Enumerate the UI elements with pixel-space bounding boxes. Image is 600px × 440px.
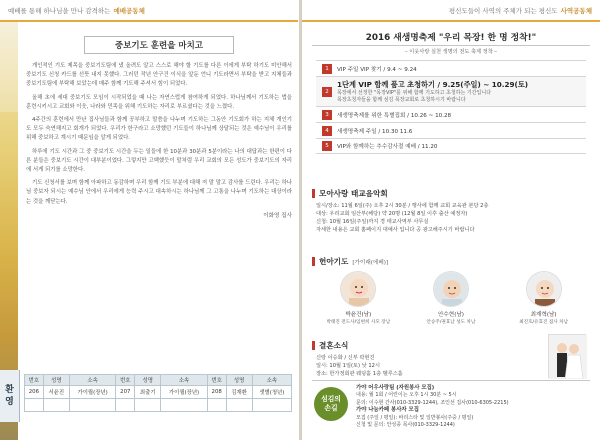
table-header: 성명: [43, 375, 69, 386]
table-header: 번호: [116, 375, 135, 386]
article-title: 중보기도 훈련을 마치고: [84, 36, 234, 54]
table-cell: [161, 399, 208, 412]
article-paragraph: 하루에 기도 시간과 그 중 중보기도 시간을 두는 일들에 한 10분과 30분과 5분이라는 나의 대답과는 한편이 다른 분들은 중보기도 시간이 대부분이었다. 그렇지만 고백했듯이 말처럼 우리 교회의 모든 성도가 중보기도의 자리에 서게 되기를 소망한다.: [26, 148, 292, 174]
baby-subtitle: [가이래(에베)]: [352, 259, 389, 266]
service-text: [356, 385, 588, 429]
baby-photo: [433, 271, 469, 307]
event-step: [316, 106, 586, 122]
header-right-sub: 평신도들이 사역의 주체가 되는 평신도: [448, 6, 558, 15]
baby-photo: [340, 271, 376, 307]
event-title: 2016 새생명축제 "우리 목장! 한 명 정착!": [312, 30, 590, 46]
service-heading: 가야 나눔카페 봉사자 모집: [356, 407, 419, 414]
step-note: 목장초청자들을 함께 섬김 목장교회로 초청하시기 바랍니다: [337, 96, 466, 103]
table-cell: [25, 399, 44, 412]
table-cell: [43, 399, 69, 412]
baby-name: 최재혁(남): [530, 312, 557, 318]
header-left: [0, 0, 298, 22]
step-number: 5: [322, 141, 332, 151]
section-bar: [312, 341, 315, 350]
table-row: [25, 399, 292, 412]
list-item: 문의: 이수현 간사(010-3329-1244), 조인선 집사(010-6305-2215): [356, 399, 509, 406]
welcome-label-char: 환: [5, 385, 14, 395]
event-subtitle: – 이웃사랑 실천 생명의 전도 축제 정착 –: [405, 49, 497, 55]
sky-image: [0, 22, 18, 112]
header-right-main: 사역공동체: [560, 6, 592, 15]
table-cell: [69, 399, 116, 412]
step-note: 목장에서 선정한 "목장VIP"를 위해 함께 기도하고 초청하는 기간입니다: [337, 89, 492, 96]
article-paragraph: 개인적인 기도 제목을 중보기도팀에 냈 올려도 알고 스스로 해야 할 기도를 다른 이에게 부탁 하기도 미안해서 중보기도 신청 카드를 선뜻 내지 못했다. 그러던 작년 안구건 이식을 앞둔 언니 기도라면서 부탁을 받고 지체들과 중보기도팀에 부탁해 보았는데 매주 함께 기도해 주셔서 힘이 되었다.: [26, 63, 292, 88]
concert-section: [312, 188, 590, 234]
article-body: [26, 62, 292, 207]
event-steps: [316, 60, 586, 154]
concert-list: [312, 202, 590, 234]
list-item: 장소: 한가정회관 웨딩홀 1층 벨루스홀: [316, 371, 403, 377]
service-badge-line: 손길: [324, 404, 338, 412]
step-text: 새생명축제를 위한 특별집회 / 10.26 ~ 10.28: [337, 112, 452, 119]
step-number: 3: [322, 110, 332, 120]
list-item: 신청: 10월 16일(주일)까지 경 태교사역부 사무실: [316, 219, 429, 225]
welcome-label: [0, 370, 20, 422]
table-header: 소속: [161, 375, 208, 386]
right-page: [302, 22, 600, 440]
table-cell: 김재환: [226, 386, 252, 399]
table-cell: [226, 399, 252, 412]
event-header: [312, 30, 590, 56]
article-paragraph: 4주간의 훈련에서 만난 집사님들과 함께 공부하고 말씀을 나누며 기도하는 그동안 기도회가 하는 지체 개인기도 모두 숙연해지고 회개가 되었다. 우리가 한구라고 소망했던 기도들이 하나님께 상달되는 것은 예수님이 우리를 위해 중보하고 계시기 때문임을 알게 되었다.: [26, 117, 292, 142]
section-bar: [312, 189, 315, 198]
step-number: 2: [322, 87, 332, 97]
article: [26, 30, 292, 366]
step-text: VIP 주일 VIP 찾기 / 9.4 ~ 9.24: [337, 66, 417, 73]
welcome-section: [0, 370, 299, 440]
table-cell: [207, 399, 226, 412]
list-item: 대상: 우리교회 임산부(해당) 약 20명 (12월 8일 이후 출산 예정자): [316, 211, 468, 217]
welcome-table: [24, 374, 292, 412]
table-cell: 가이퀄(장년): [161, 386, 208, 399]
table-header: 소속: [69, 375, 116, 386]
service-section: [312, 380, 590, 438]
step-text: VIP와 함께하는 추수감사절 예배 / 11.20: [337, 144, 438, 150]
article-paragraph: 기도 신청서를 보며 함께 아파하고 동감하며 우리 함께 기도 부분에 대해 저 말 말고 감사를 드린다. 우리는 하나님 중보자 되시는 예수님 안에서 우리에게 능력 주시고 대속하시는 하나님께 그 고통을 나누며 기도하는 대상이라는 것을 깨닫는다.: [26, 180, 292, 205]
concert-title: 모아사랑 태교음악회: [319, 189, 388, 198]
header-right: [302, 0, 600, 22]
list-item: 모집 (주일 / 평일): 바리스타 및 일반봉사(주중 / 평일): [356, 414, 474, 421]
service-heading: 가야 어우사랑팀 (자원봉사 모집): [356, 385, 435, 391]
baby-name: 안수현(남): [437, 312, 464, 318]
baby-title: 헌아기도: [319, 257, 349, 266]
baby-card: [411, 271, 491, 325]
section-bar: [312, 257, 315, 266]
table-cell: [135, 399, 161, 412]
header-left-sub: 예배를 통해 하나님을 만나 감격하는: [8, 6, 111, 15]
baby-card: [318, 271, 398, 325]
table-header-row: [25, 375, 292, 386]
baby-list: [312, 271, 590, 325]
step-text: 1단계 VIP 함께 품고 초청하기 / 9.25(주일) ~ 10.29(토): [337, 79, 529, 89]
table-row: [25, 386, 292, 399]
table-header: 성명: [226, 375, 252, 386]
service-badge-line: 섬김의: [321, 395, 341, 403]
baby-parents: 최진호/유효진 집사 차남: [519, 320, 569, 325]
article-paragraph: 올해 초에 세대 중보기도 모임이 시작되었을 때 나는 자연스럽게 참여하게 되었다. 하나님께서 기도하는 법을 훈련시키시고 교회와 이웃, 나라와 민족을 위해 기도하는 자리로 부르셨다는 것을 느꼈다.: [26, 94, 292, 110]
table-cell: 206: [25, 386, 44, 399]
header-left-main: 예배공동체: [113, 6, 145, 15]
event-step: [316, 60, 586, 76]
step-number: 4: [322, 126, 332, 136]
list-item: 신청 및 문의: 안성종 목사(010-3329-1244): [356, 422, 455, 429]
table-cell: 서윤진: [43, 386, 69, 399]
table-header: 번호: [25, 375, 44, 386]
list-item: 신랑 이승화 / 신부 곽현진: [316, 355, 375, 361]
welcome-label-char: 영: [5, 397, 14, 407]
table-header: 성명: [135, 375, 161, 386]
list-item: 일시/장소: 11월 6일(주) 오후 2시 30분 / 행사에 함께 교회 교육관 본당 2층: [316, 203, 489, 209]
baby-parents: 안승주/권효남 성도 차남: [426, 320, 476, 325]
list-item: 내용: 월 1회 / 어린이는 오후 1시 30분 ~ 5시: [356, 392, 457, 399]
table-cell: 208: [207, 386, 226, 399]
list-item: 일시: 10월 1일(토) 낮 12시: [316, 363, 380, 369]
event-step: [316, 122, 586, 138]
step-text: 새생명축제 주일 / 10.30 11.6: [337, 128, 413, 135]
table-cell: [252, 399, 291, 412]
step-number: 1: [322, 64, 332, 74]
event-step: [316, 76, 586, 106]
left-page: [0, 22, 299, 440]
baby-card: [504, 271, 584, 325]
table-cell: 207: [116, 386, 135, 399]
wedding-photo: [548, 334, 586, 378]
list-item: 자세한 내용은 교회 홈페이지 대예사 입니다 공 광고해주시기 바랍니다: [316, 227, 475, 233]
baby-name: 박윤건(남): [345, 312, 372, 318]
article-author: 이화영 집사: [263, 212, 292, 219]
baby-photo: [526, 271, 562, 307]
wedding-title: 결혼소식: [319, 341, 349, 350]
wedding-section: [312, 340, 590, 377]
table-cell: 최출기: [135, 386, 161, 399]
baby-parents: 박태진 전도사/임현희 사모 장남: [326, 320, 391, 325]
service-badge: [314, 387, 348, 421]
event-step: [316, 138, 586, 154]
baby-dedication-section: [312, 256, 590, 325]
table-cell: 샛별(청년): [252, 386, 291, 399]
table-cell: [116, 399, 135, 412]
table-header: 번호: [207, 375, 226, 386]
table-cell: 가이퀄(장년): [69, 386, 116, 399]
table-header: 소속: [252, 375, 291, 386]
